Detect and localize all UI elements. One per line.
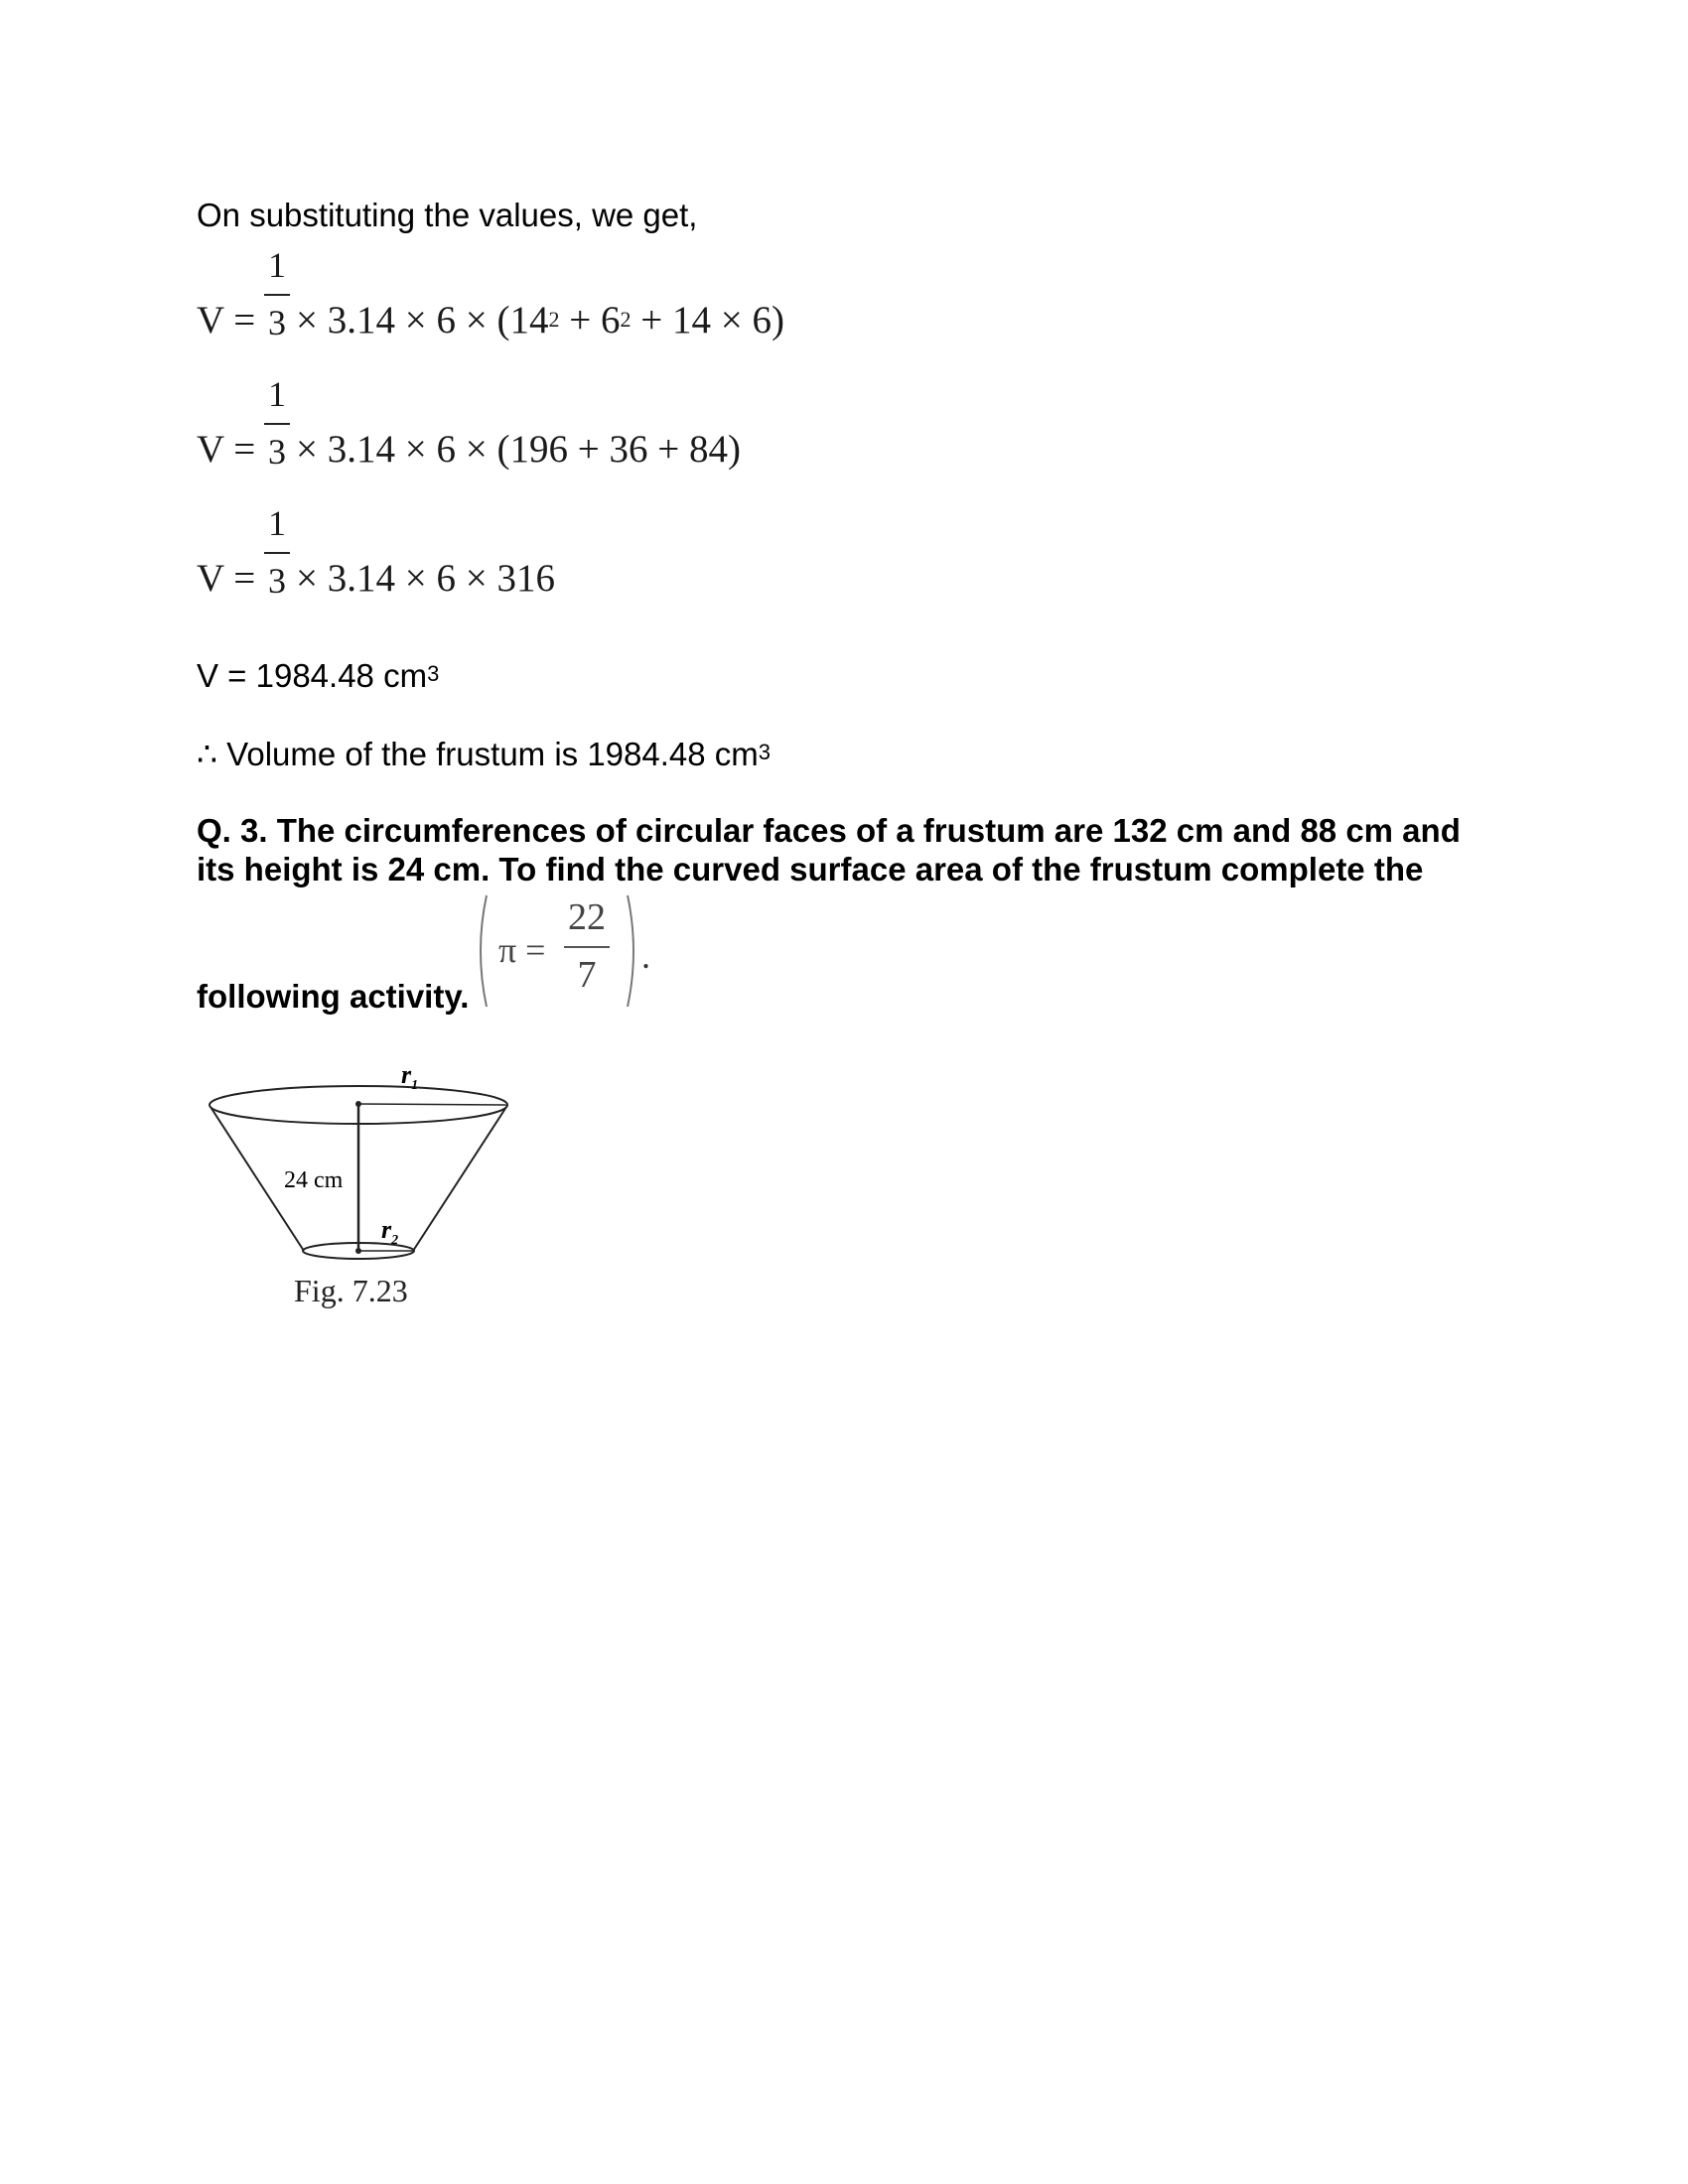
fraction-denominator: 3 — [268, 432, 286, 472]
fraction-bar — [264, 423, 290, 425]
equation-lhs: V = — [197, 557, 256, 600]
pi-denominator: 7 — [577, 954, 597, 996]
conclusion-superscript: 3 — [758, 740, 772, 764]
label-r1-subscript: 1 — [411, 1078, 419, 1094]
superscript-a: 2 — [548, 307, 560, 332]
label-r1 — [401, 1060, 418, 1094]
conclusion-line — [197, 735, 771, 773]
fraction-numerator: 1 — [268, 374, 286, 414]
label-r2-subscript: 2 — [391, 1233, 399, 1249]
fraction-numerator: 1 — [268, 245, 286, 285]
conclusion-text: ∴ Volume of the frustum is 1984.48 cm — [197, 736, 759, 772]
rhs-part-a: × 3.14 × 6 × (14 — [296, 299, 549, 341]
superscript-b: 2 — [620, 307, 632, 332]
pi-lhs: π = — [498, 930, 546, 970]
equation-rhs: × 3.14 × 6 × (196 + 36 + 84) — [296, 428, 741, 471]
result-superscript: 3 — [427, 661, 440, 686]
fraction-numerator: 1 — [268, 503, 286, 543]
equation-rhs — [296, 298, 784, 342]
pi-numerator: 22 — [568, 896, 606, 938]
intro-text: On substituting the values, we get, — [197, 197, 698, 233]
fraction-denominator: 3 — [268, 561, 286, 601]
fraction-denominator: 3 — [268, 303, 286, 342]
result-line — [197, 657, 439, 695]
figure-caption: Fig. 7.23 — [294, 1273, 408, 1308]
result-text: V = 1984.48 cm — [197, 657, 428, 694]
equation-lhs: V = — [197, 299, 256, 341]
equation-rhs: × 3.14 × 6 × 316 — [296, 557, 555, 600]
rhs-part-c: + 14 × 6) — [631, 299, 784, 341]
fraction-bar — [264, 552, 290, 554]
question-line-2: its height is 24 cm. To find the curved surface area of the frustum complete the — [197, 851, 1424, 887]
question-line-1: Q. 3. The circumferences of circular faces of a frustum are 132 cm and 88 cm and — [197, 812, 1461, 849]
frustum-figure — [197, 1052, 534, 1330]
pi-expression — [473, 891, 671, 1011]
question-line-3: following activity. — [197, 978, 470, 1015]
equation-lhs: V = — [197, 428, 256, 471]
pi-period: . — [641, 936, 650, 976]
label-r2-letter: r — [381, 1215, 392, 1244]
fraction-bar — [264, 294, 290, 296]
label-r2 — [381, 1215, 398, 1249]
label-height: 24 cm — [284, 1167, 344, 1193]
label-r1-letter: r — [401, 1060, 412, 1089]
rhs-part-b: + 6 — [559, 299, 621, 341]
